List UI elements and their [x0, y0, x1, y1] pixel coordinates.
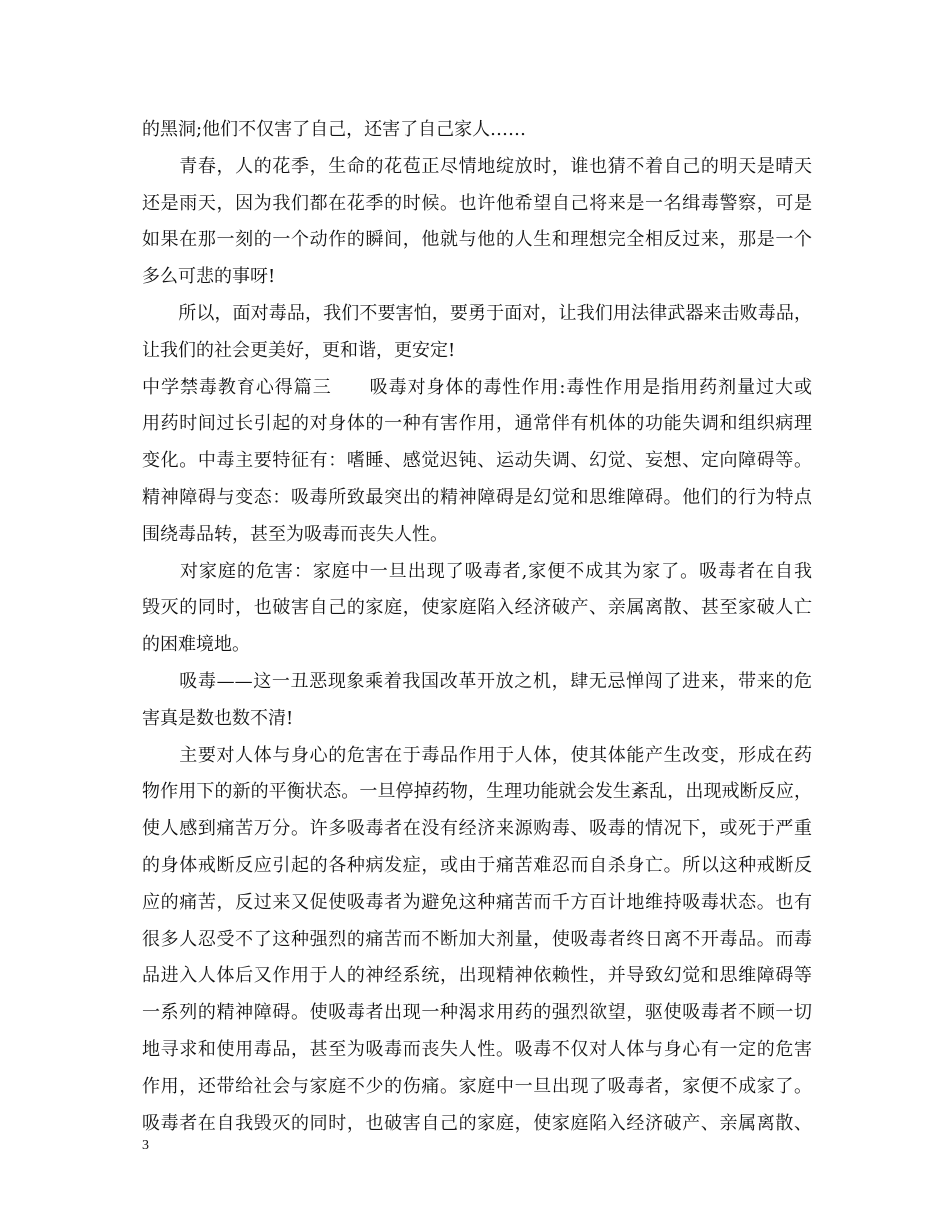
- text-line: 使人感到痛苦万分。许多吸毒者在没有经济来源购毒、吸毒的情况下，或死于严重: [142, 818, 812, 840]
- text-line: 青春，人的花季，生命的花苞正尽情地绽放时，谁也猜不着自己的明天是晴天: [142, 155, 812, 177]
- document-body: [142, 112, 812, 1142]
- text-line: 害真是数也数不清!: [142, 707, 294, 729]
- text-line: 主要对人体与身心的危害在于毒品作用于人体，使其体能产生改变，形成在药: [142, 744, 812, 766]
- text-line: 的黑洞;他们不仅害了自己，还害了自己家人……: [142, 119, 527, 140]
- text-line: 物作用下的新的平衡状态。一旦停掉药物，生理功能就会发生紊乱，出现戒断反应，: [142, 781, 812, 803]
- text-line: 作用，还带给社会与家庭不少的伤痛。家庭中一旦出现了吸毒者，家便不成家了。: [142, 1075, 812, 1097]
- text-line: 对家庭的危害：家庭中一旦出现了吸毒者,家便不成其为家了。吸毒者在自我: [142, 560, 812, 582]
- text-line: 很多人忍受不了这种强烈的痛苦而不断加大剂量，使吸毒者终日离不开毒品。而毒: [142, 928, 812, 950]
- text-line: 一系列的精神障碍。使吸毒者出现一种渴求用药的强烈欲望，驱使吸毒者不顾一切: [142, 1002, 812, 1024]
- text-line: 品进入人体后又作用于人的神经系统，出现精神依赖性，并导致幻觉和思维障碍等: [142, 965, 812, 987]
- text-line: 应的痛苦，反过来又促使吸毒者为避免这种痛苦而千方百计地维持吸毒状态。也有: [142, 891, 812, 913]
- text-line: 用药时间过长引起的对身体的一种有害作用，通常伴有机体的功能失调和组织病理: [142, 413, 812, 435]
- text-line: 围绕毒品转，甚至为吸毒而丧失人性。: [142, 523, 448, 545]
- page-number: 3: [142, 1138, 149, 1153]
- text-line: 精神障碍与变态：吸毒所致最突出的精神障碍是幻觉和思维障碍。他们的行为特点: [142, 486, 812, 508]
- text-line: 的身体戒断反应引起的各种病发症，或由于痛苦难忍而自杀身亡。所以这种戒断反: [142, 854, 812, 876]
- text-line: 还是雨天，因为我们都在花季的时候。也许他希望自己将来是一名缉毒警察，可是: [142, 192, 812, 214]
- text-line: 多么可悲的事呀!: [142, 266, 276, 288]
- text-line: 地寻求和使用毒品，甚至为吸毒而丧失人性。吸毒不仅对人体与身心有一定的危害: [142, 1038, 812, 1060]
- text-line: 吸毒者在自我毁灭的同时，也破害自己的家庭，使家庭陷入经济破产、亲属离散、: [142, 1112, 812, 1134]
- text-line: 毁灭的同时，也破害自己的家庭，使家庭陷入经济破产、亲属离散、甚至家破人亡: [142, 597, 812, 619]
- text-line: 中学禁毒教育心得篇三 吸毒对身体的毒性作用:毒性作用是指用药剂量过大或: [142, 376, 812, 398]
- text-line: 的困难境地。: [142, 634, 250, 656]
- text-line: 如果在那一刻的一个动作的瞬间，他就与他的人生和理想完全相反过来，那是一个: [142, 229, 812, 251]
- text-line: 变化。中毒主要特征有：嗜睡、感觉迟钝、运动失调、幻觉、妄想、定向障碍等。: [142, 450, 812, 472]
- text-line: 让我们的社会更美好，更和谐，更安定!: [142, 339, 456, 361]
- text-line: 吸毒——这一丑恶现象乘着我国改革开放之机，肆无忌惮闯了进来，带来的危: [142, 670, 812, 692]
- text-line: 所以，面对毒品，我们不要害怕，要勇于面对，让我们用法律武器来击败毒品，: [142, 302, 812, 324]
